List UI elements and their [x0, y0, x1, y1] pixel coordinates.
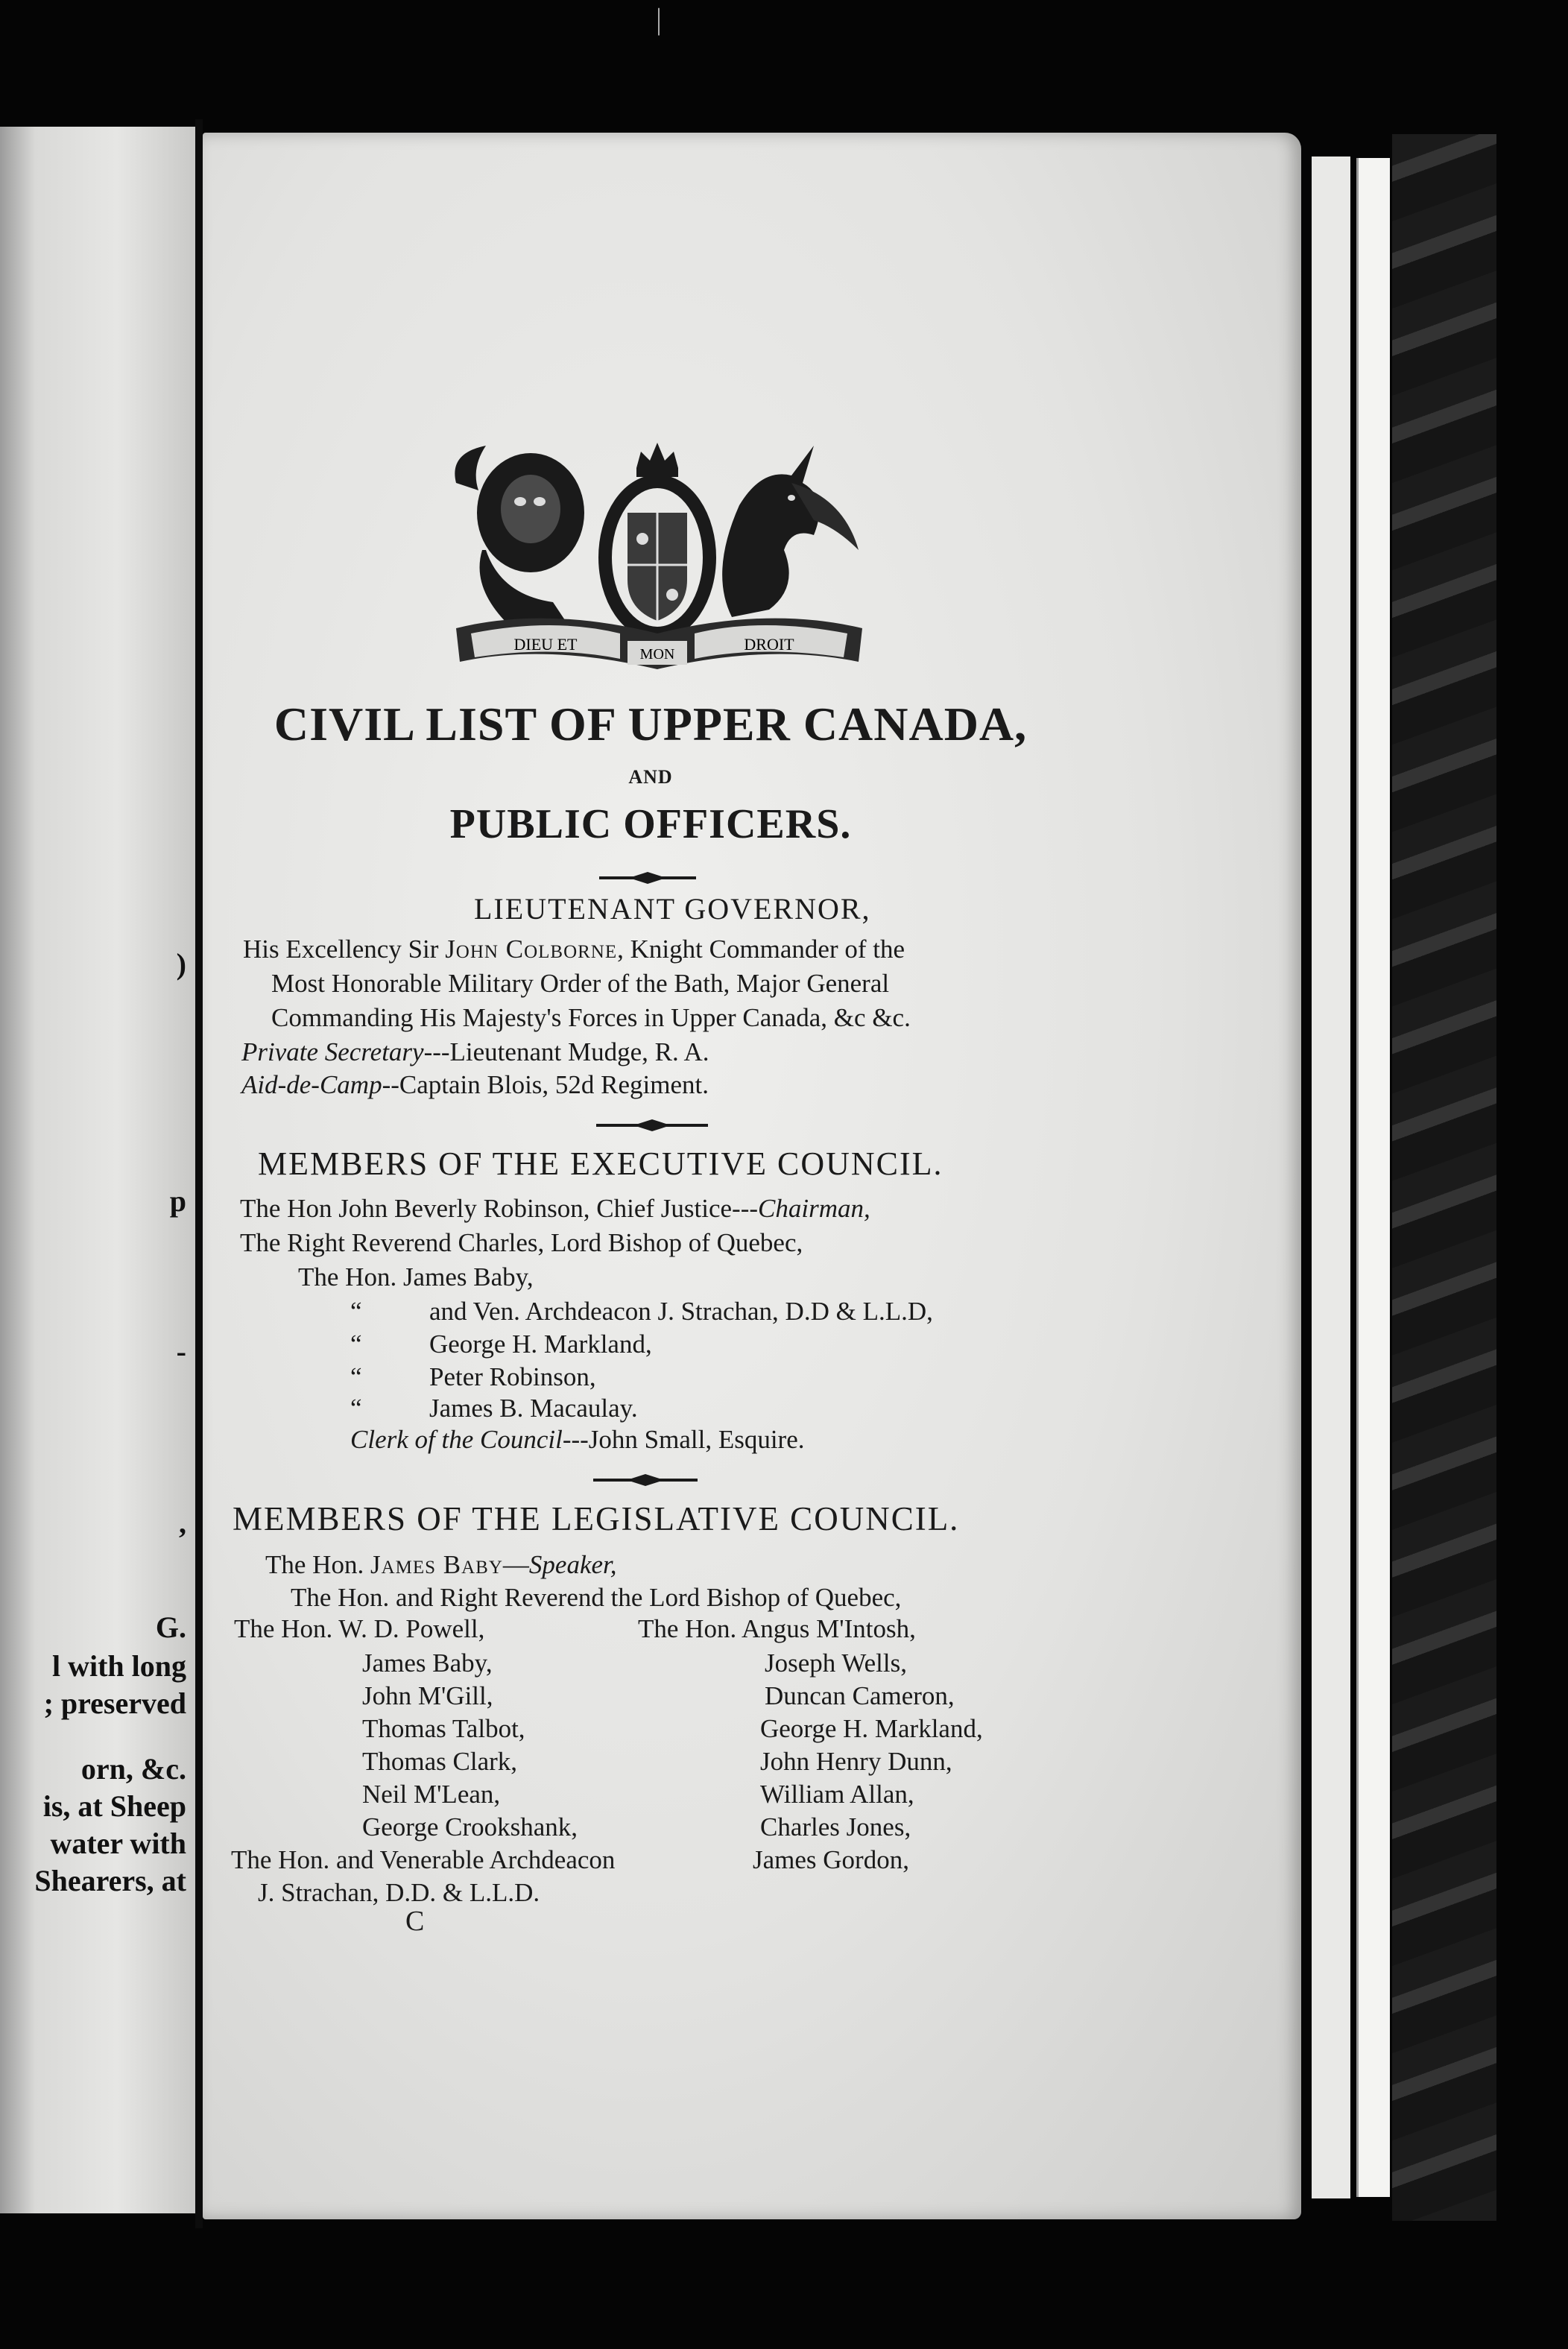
legislative-right-member: James Gordon, [753, 1845, 909, 1874]
left-page-fragment: - [176, 1335, 186, 1368]
ditto-mark: “ [350, 1330, 362, 1359]
lion-supporter [455, 446, 584, 625]
ornamental-rule [599, 870, 696, 885]
legislative-line-2: The Hon. and Right Reverend the Lord Bishop of Quebec, [291, 1583, 902, 1612]
legislative-right-member: Charles Jones, [760, 1812, 911, 1841]
legislative-line-1: The Hon. James Baby—Speaker, [265, 1550, 617, 1579]
legislative-left-member: Thomas Talbot, [362, 1714, 525, 1743]
edge-mark: | [656, 2, 663, 36]
executive-line-2: The Right Reverend Charles, Lord Bishop of Quebec, [240, 1228, 803, 1257]
document-title: CIVIL LIST OF UPPER CANADA, [274, 698, 1028, 750]
page-edge [1356, 158, 1390, 2197]
left-facing-page [0, 127, 195, 2213]
executive-heading: MEMBERS OF THE EXECUTIVE COUNCIL. [258, 1145, 943, 1182]
ornamental-rule [593, 1473, 698, 1488]
page-edge [1312, 157, 1350, 2198]
executive-line-7: James B. Macaulay. [429, 1394, 638, 1423]
motto-center: MON [639, 646, 675, 663]
legislative-right-member: Joseph Wells, [765, 1648, 907, 1678]
title-conjunction: AND [628, 766, 673, 788]
left-page-fragment: is, at Sheep [42, 1789, 186, 1823]
executive-line-4: and Ven. Archdeacon J. Strachan, D.D & L.L.D, [429, 1297, 933, 1326]
left-page-fragment: water with [50, 1827, 186, 1860]
executive-line-6: Peter Robinson, [429, 1362, 596, 1391]
executive-line-1: The Hon John Beverly Robinson, Chief Justice---Chairman, [240, 1194, 870, 1223]
left-page-fragment: orn, &c. [80, 1752, 186, 1786]
executive-line-5: George H. Markland, [429, 1330, 652, 1359]
signature-mark: C [405, 1906, 425, 1937]
book-spine [195, 119, 203, 2228]
executive-line-3: The Hon. James Baby, [298, 1262, 534, 1292]
legislative-right-member: William Allan, [760, 1780, 914, 1809]
legislative-left-member: J. Strachan, D.D. & L.L.D. [258, 1878, 540, 1907]
ornamental-rule [596, 1118, 708, 1133]
unicorn-supporter [722, 446, 859, 617]
legislative-left-member: The Hon. and Venerable Archdeacon [231, 1845, 616, 1874]
motto-left: DIEU ET [513, 635, 578, 654]
legislative-right-member: George H. Markland, [760, 1714, 983, 1743]
clerk-line: Clerk of the Council---John Small, Esquire. [350, 1425, 805, 1454]
legislative-right-member: Duncan Cameron, [765, 1681, 955, 1710]
left-page-fragment: Shearers, at [34, 1864, 186, 1897]
legislative-left-member: Neil M'Lean, [362, 1780, 501, 1809]
motto-right: DROIT [744, 635, 794, 654]
ditto-mark: “ [350, 1297, 362, 1326]
left-page-fragment: p [169, 1184, 186, 1218]
governor-heading: LIEUTENANT GOVERNOR, [474, 892, 871, 926]
private-secretary-line: Private Secretary---Lieutenant Mudge, R. A. [241, 1037, 709, 1066]
left-page-fragment: ) [176, 947, 186, 981]
legislative-left-member: Thomas Clark, [362, 1747, 518, 1776]
marbled-cover [1392, 134, 1496, 2221]
governor-line-2: Most Honorable Military Order of the Bath, Major General [271, 969, 890, 998]
ditto-mark: “ [350, 1362, 362, 1391]
aid-de-camp-line: Aid-de-Camp--Captain Blois, 52d Regiment. [241, 1070, 709, 1099]
legislative-right-member: John Henry Dunn, [760, 1747, 952, 1776]
left-page-fragment: G. [155, 1610, 186, 1644]
legislative-left-member: George Crookshank, [362, 1812, 578, 1841]
left-page-fragment: ; preserved [43, 1686, 186, 1720]
legislative-heading: MEMBERS OF THE LEGISLATIVE COUNCIL. [233, 1500, 960, 1537]
governor-line-1: His Excellency Sir John Colborne, Knight Commander of the [243, 935, 905, 964]
governor-line-3: Commanding His Majesty's Forces in Upper Canada, &c &c. [271, 1003, 911, 1032]
left-page-fragment: , [179, 1506, 186, 1540]
document-subtitle: PUBLIC OFFICERS. [449, 801, 852, 847]
royal-coat-of-arms [441, 438, 873, 677]
legislative-right-member: The Hon. Angus M'Intosh, [638, 1614, 916, 1643]
motto-scroll [456, 619, 862, 669]
ditto-mark: “ [350, 1394, 362, 1423]
legislative-left-member: The Hon. W. D. Powell, [234, 1614, 485, 1643]
shield-with-garter [605, 443, 709, 633]
legislative-left-member: James Baby, [362, 1648, 493, 1678]
legislative-left-member: John M'Gill, [362, 1681, 493, 1710]
left-page-fragment: l with long [51, 1649, 186, 1683]
